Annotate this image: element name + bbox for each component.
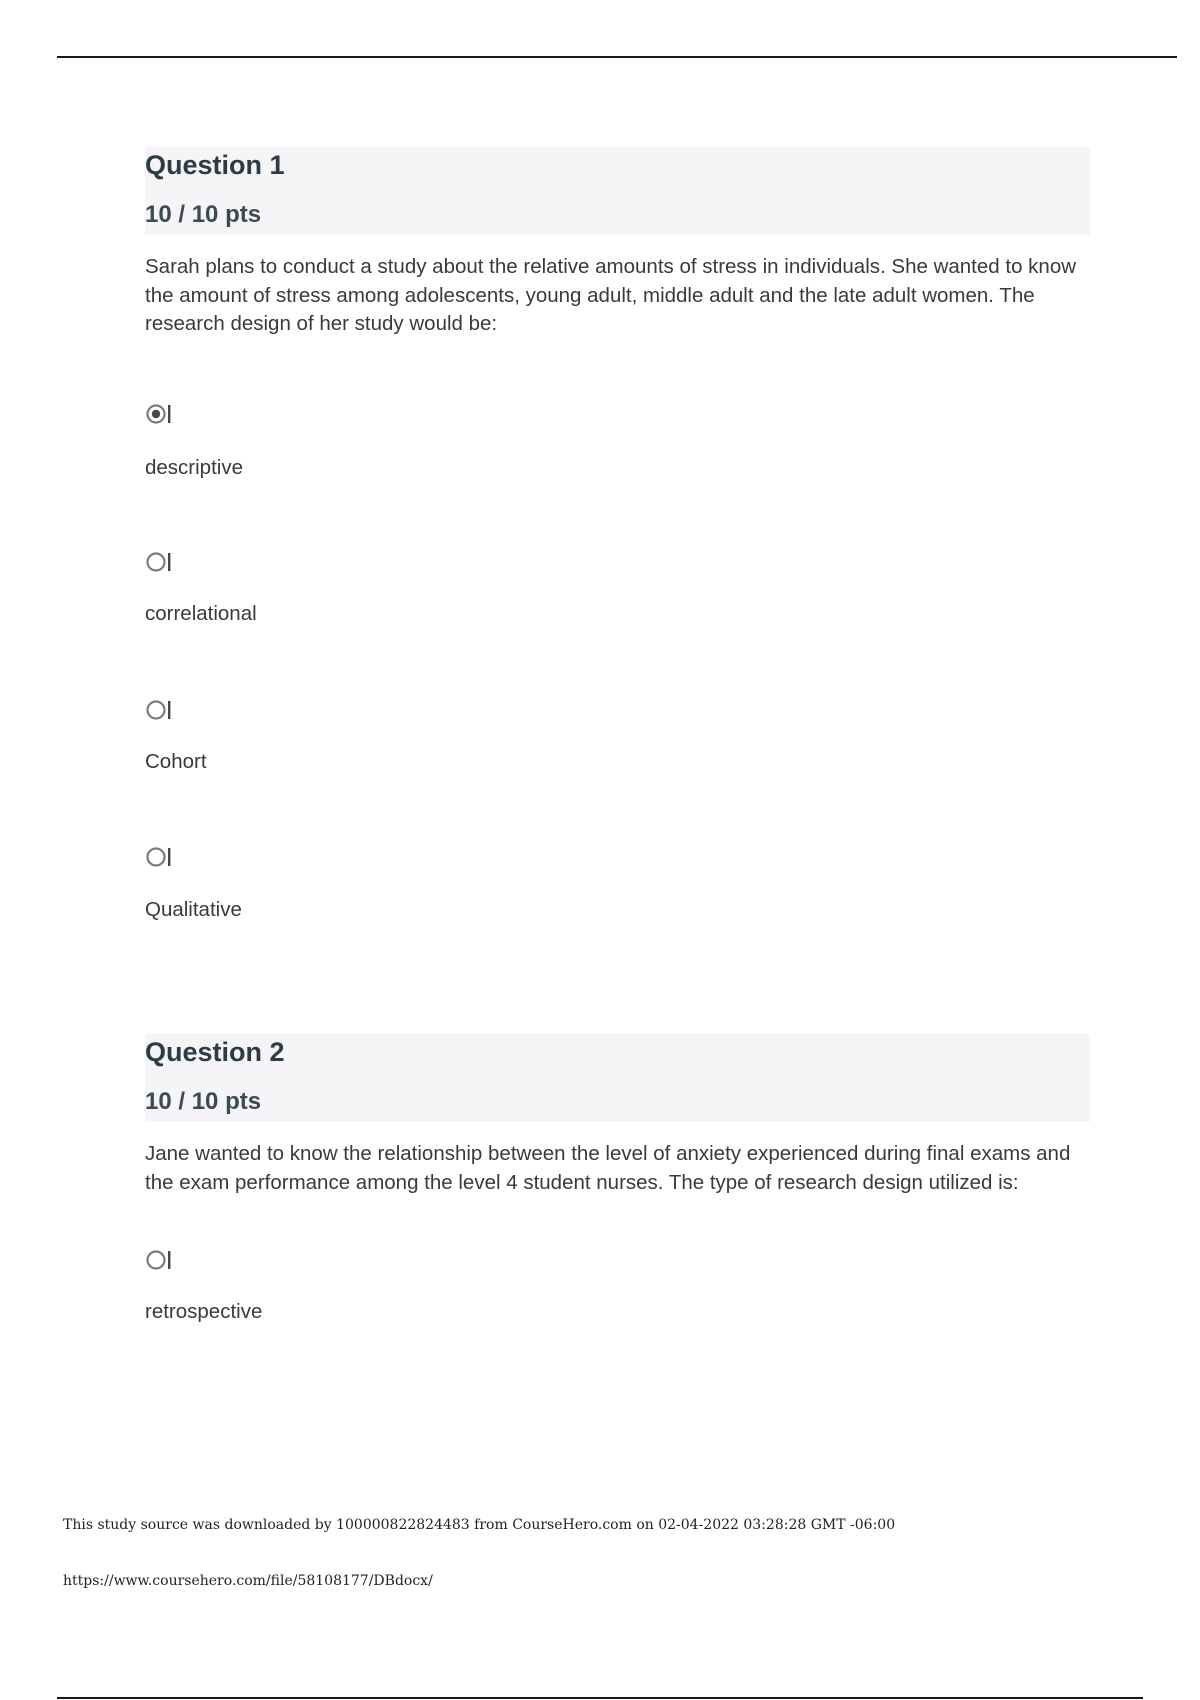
answer-label: descriptive	[145, 456, 243, 479]
answer-label: Cohort	[145, 750, 207, 773]
radio-unselected-icon[interactable]	[145, 845, 173, 869]
question-text: Jane wanted to know the relationship between the level of anxiety experienced during final exams and the exam performance among the level 4 student nurses. The type of research design utilized is:	[145, 1142, 1071, 1194]
question-points: 10 / 10 pts	[145, 1088, 262, 1115]
question-header	[145, 147, 1090, 235]
question-header	[145, 1034, 1090, 1122]
question-text: Sarah plans to conduct a study about the relative amounts of stress in individuals. She wanted to know the amount of stress among adolescents, young adult, middle adult and the late adult women. The research design of her study would be:	[145, 255, 1077, 335]
question-title: Question 1	[145, 150, 285, 180]
question-2	[145, 1034, 1090, 1334]
radio-selected-icon[interactable]	[145, 402, 173, 426]
radio-unselected-icon[interactable]	[145, 698, 173, 722]
answer-label: correlational	[145, 602, 257, 625]
question-title: Question 2	[145, 1037, 285, 1067]
answer-label: retrospective	[145, 1300, 263, 1323]
bottom-rule	[57, 1697, 1143, 1699]
radio-unselected-icon[interactable]	[145, 1248, 173, 1272]
download-notice: This study source was downloaded by 100000822824483 from CourseHero.com on 02-04-2022 03:28:28 GMT -06:00	[63, 1517, 896, 1533]
answer-label: Qualitative	[145, 898, 242, 921]
question-1	[145, 147, 1090, 947]
question-points: 10 / 10 pts	[145, 201, 262, 228]
source-url[interactable]: https://www.coursehero.com/file/58108177/DBdocx/	[63, 1573, 433, 1589]
radio-unselected-icon[interactable]	[145, 550, 173, 574]
top-rule	[57, 56, 1177, 58]
